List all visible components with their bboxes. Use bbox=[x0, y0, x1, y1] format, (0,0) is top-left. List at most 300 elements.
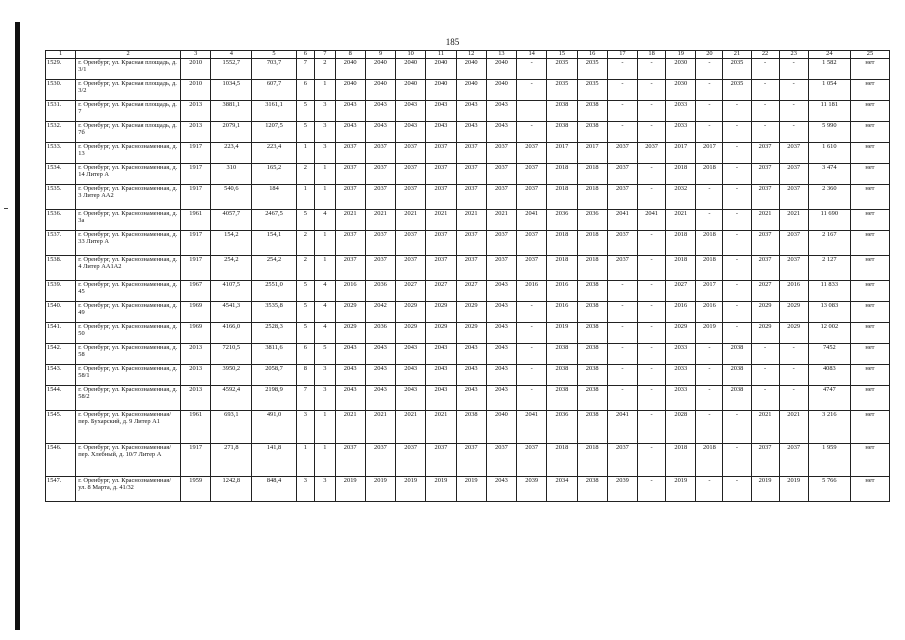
table-cell: 2037 bbox=[517, 256, 547, 281]
table-cell: 2037 bbox=[365, 256, 395, 281]
table-cell: - bbox=[751, 59, 779, 80]
table-cell: 2043 bbox=[426, 101, 456, 122]
table-cell: 2019 bbox=[696, 323, 723, 344]
table-cell: 2033 bbox=[666, 122, 696, 143]
table-cell: - bbox=[638, 411, 666, 444]
table-cell: 2037 bbox=[396, 143, 426, 164]
column-header: 25 bbox=[850, 51, 889, 59]
table-cell: 223,4 bbox=[211, 143, 252, 164]
table-cell: - bbox=[638, 302, 666, 323]
address-cell: г. Оренбург, ул. Краснознаменная, д. 4 Литер АА1А2 bbox=[76, 256, 181, 281]
table-cell: 2019 bbox=[396, 477, 426, 502]
table-cell: 2038 bbox=[547, 101, 577, 122]
table-cell: 2037 bbox=[456, 164, 486, 185]
table-cell: 2021 bbox=[779, 411, 808, 444]
table-cell: 1 054 bbox=[808, 80, 850, 101]
table-cell: 2040 bbox=[396, 59, 426, 80]
table-cell: 2029 bbox=[751, 323, 779, 344]
table-cell: - bbox=[723, 281, 751, 302]
table-cell: 3 bbox=[296, 477, 314, 502]
table-cell: - bbox=[607, 281, 637, 302]
table-cell: 607,7 bbox=[252, 80, 296, 101]
table-cell: 2016 bbox=[779, 281, 808, 302]
table-cell: 1207,5 bbox=[252, 122, 296, 143]
table-cell: 2 167 bbox=[808, 231, 850, 256]
table-cell: 2043 bbox=[365, 344, 395, 365]
table-cell: 2021 bbox=[486, 210, 516, 231]
table-cell: 5 bbox=[296, 302, 314, 323]
table-cell: 2043 bbox=[396, 122, 426, 143]
table-cell: нет bbox=[850, 164, 889, 185]
table-cell: 2041 bbox=[607, 411, 637, 444]
table-cell: 2019 bbox=[335, 477, 365, 502]
table-cell: нет bbox=[850, 231, 889, 256]
table-cell: 2043 bbox=[335, 386, 365, 411]
table-cell: 2016 bbox=[335, 281, 365, 302]
table-cell: нет bbox=[850, 281, 889, 302]
table-cell: нет bbox=[850, 122, 889, 143]
table-cell: 2043 bbox=[486, 323, 516, 344]
address-cell: г. Оренбург, ул. Краснознаменная, д. 58/1 bbox=[76, 365, 181, 386]
table-cell: 2037 bbox=[607, 143, 637, 164]
table-cell: 2018 bbox=[577, 444, 607, 477]
table-cell: 2037 bbox=[751, 164, 779, 185]
table-cell: - bbox=[696, 59, 723, 80]
table-row bbox=[46, 323, 890, 344]
table-cell: 2010 bbox=[181, 80, 211, 101]
table-cell: - bbox=[779, 344, 808, 365]
table-cell: - bbox=[779, 386, 808, 411]
column-header: 23 bbox=[779, 51, 808, 59]
table-cell: 2 bbox=[296, 231, 314, 256]
table-cell: 2037 bbox=[456, 444, 486, 477]
table-cell: 1959 bbox=[181, 477, 211, 502]
table-cell: - bbox=[638, 101, 666, 122]
table-cell: 2038 bbox=[577, 101, 607, 122]
table-cell: 1242,8 bbox=[211, 477, 252, 502]
table-cell: 2037 bbox=[638, 143, 666, 164]
table-cell: 1 bbox=[315, 185, 336, 210]
table-cell: 2037 bbox=[456, 231, 486, 256]
table-cell: 3 bbox=[315, 143, 336, 164]
table-row bbox=[46, 256, 890, 281]
table-cell: 2013 bbox=[181, 344, 211, 365]
table-cell: 2021 bbox=[396, 210, 426, 231]
address-cell: г. Оренбург, ул. Краснознаменная, д. 33 Литер А bbox=[76, 231, 181, 256]
table-cell: 4083 bbox=[808, 365, 850, 386]
table-cell: 1917 bbox=[181, 444, 211, 477]
table-cell: 2027 bbox=[396, 281, 426, 302]
table-cell: 2043 bbox=[426, 365, 456, 386]
table-cell: 2037 bbox=[607, 164, 637, 185]
table-cell: 2038 bbox=[577, 344, 607, 365]
table-cell: 2043 bbox=[335, 122, 365, 143]
column-header: 7 bbox=[315, 51, 336, 59]
table-cell: 2041 bbox=[638, 210, 666, 231]
table-cell: 2042 bbox=[365, 302, 395, 323]
table-cell: 154,2 bbox=[211, 231, 252, 256]
table-cell: 2040 bbox=[456, 59, 486, 80]
table-cell: - bbox=[638, 122, 666, 143]
table-cell: 2037 bbox=[779, 143, 808, 164]
table-cell: - bbox=[638, 281, 666, 302]
table-cell: нет bbox=[850, 344, 889, 365]
table-cell: - bbox=[517, 122, 547, 143]
address-cell: г. Оренбург, ул. Красная площадь, д. 3/1 bbox=[76, 59, 181, 80]
table-cell: - bbox=[696, 101, 723, 122]
table-cell: - bbox=[723, 185, 751, 210]
table-cell: 1 bbox=[296, 185, 314, 210]
address-cell: г. Оренбург, ул. Краснознаменная, д. 58/2 bbox=[76, 386, 181, 411]
table-cell: 2029 bbox=[396, 323, 426, 344]
table-cell: 2033 bbox=[666, 101, 696, 122]
column-header: 12 bbox=[456, 51, 486, 59]
table-cell: 271,8 bbox=[211, 444, 252, 477]
table-cell: 2037 bbox=[396, 185, 426, 210]
table-cell: 310 bbox=[211, 164, 252, 185]
column-header: 4 bbox=[211, 51, 252, 59]
table-cell: 2010 bbox=[181, 59, 211, 80]
table-cell: 2035 bbox=[547, 59, 577, 80]
table-cell: - bbox=[517, 302, 547, 323]
table-cell: 2018 bbox=[547, 444, 577, 477]
table-cell: - bbox=[638, 386, 666, 411]
table-cell: - bbox=[638, 185, 666, 210]
table-cell: 2033 bbox=[666, 344, 696, 365]
table-cell: 2018 bbox=[577, 256, 607, 281]
table-cell: 1 bbox=[315, 164, 336, 185]
row-number-cell: 1534. bbox=[46, 164, 76, 185]
table-cell: 2040 bbox=[335, 80, 365, 101]
table-cell: 2028 bbox=[666, 411, 696, 444]
table-cell: 2027 bbox=[456, 281, 486, 302]
address-cell: г. Оренбург, ул. Краснознаменная, д. 49 bbox=[76, 302, 181, 323]
row-number-cell: 1537. bbox=[46, 231, 76, 256]
table-row bbox=[46, 444, 890, 477]
table-cell: 184 bbox=[252, 185, 296, 210]
table-cell: 2019 bbox=[365, 477, 395, 502]
table-cell: - bbox=[638, 164, 666, 185]
row-number-cell: 1532. bbox=[46, 122, 76, 143]
table-cell: - bbox=[607, 80, 637, 101]
table-cell: 2551,0 bbox=[252, 281, 296, 302]
column-header: 18 bbox=[638, 51, 666, 59]
table-cell: 2037 bbox=[751, 444, 779, 477]
address-cell: г. Оренбург, ул. Краснознаменная, д. 13 bbox=[76, 143, 181, 164]
table-cell: 2019 bbox=[426, 477, 456, 502]
table-cell: 4 bbox=[315, 302, 336, 323]
table-cell: - bbox=[751, 386, 779, 411]
table-cell: - bbox=[723, 256, 751, 281]
table-row bbox=[46, 59, 890, 80]
table-cell: нет bbox=[850, 323, 889, 344]
table-row bbox=[46, 231, 890, 256]
address-cell: г. Оренбург, ул. Краснознаменная, д. 50 bbox=[76, 323, 181, 344]
table-cell: 13 083 bbox=[808, 302, 850, 323]
table-cell: - bbox=[696, 477, 723, 502]
column-header: 8 bbox=[335, 51, 365, 59]
table-cell: 2 bbox=[315, 59, 336, 80]
table-cell: 2018 bbox=[577, 231, 607, 256]
table-cell: - bbox=[723, 323, 751, 344]
table-cell: 2037 bbox=[517, 231, 547, 256]
table-cell: 2029 bbox=[335, 302, 365, 323]
table-cell: 2037 bbox=[456, 143, 486, 164]
table-cell: - bbox=[517, 344, 547, 365]
table-cell: нет bbox=[850, 256, 889, 281]
table-cell: 2037 bbox=[517, 185, 547, 210]
table-cell: - bbox=[638, 444, 666, 477]
table-cell: - bbox=[517, 80, 547, 101]
table-cell: 2019 bbox=[751, 477, 779, 502]
table-cell: 4747 bbox=[808, 386, 850, 411]
table-cell: 2040 bbox=[335, 59, 365, 80]
scan-mark bbox=[4, 208, 8, 209]
table-cell: нет bbox=[850, 185, 889, 210]
table-cell: 1 bbox=[296, 143, 314, 164]
table-cell: 2037 bbox=[751, 256, 779, 281]
row-number-cell: 1533. bbox=[46, 143, 76, 164]
table-cell: 1917 bbox=[181, 231, 211, 256]
table-cell: 2043 bbox=[486, 281, 516, 302]
table-cell: 2037 bbox=[607, 231, 637, 256]
table-cell: 154,1 bbox=[252, 231, 296, 256]
table-cell: 2043 bbox=[396, 386, 426, 411]
address-cell: г. Оренбург, ул. Краснознаменная/ пер. Бухарский, д. 9 Литер А1 bbox=[76, 411, 181, 444]
table-cell: - bbox=[779, 59, 808, 80]
table-cell: 1 bbox=[315, 80, 336, 101]
table-cell: 2038 bbox=[577, 302, 607, 323]
table-cell: 3535,8 bbox=[252, 302, 296, 323]
row-number-cell: 1535. bbox=[46, 185, 76, 210]
table-row bbox=[46, 365, 890, 386]
table-cell: 141,8 bbox=[252, 444, 296, 477]
table-cell: 2037 bbox=[779, 164, 808, 185]
column-header: 10 bbox=[396, 51, 426, 59]
table-cell: 2043 bbox=[486, 101, 516, 122]
table-cell: 2037 bbox=[396, 444, 426, 477]
table-cell: 2018 bbox=[696, 444, 723, 477]
table-row bbox=[46, 80, 890, 101]
table-cell: 2038 bbox=[577, 122, 607, 143]
table-cell: - bbox=[723, 101, 751, 122]
table-cell: 2018 bbox=[577, 185, 607, 210]
table-cell: 2043 bbox=[365, 122, 395, 143]
column-header: 2 bbox=[76, 51, 181, 59]
table-cell: - bbox=[723, 210, 751, 231]
table-cell: 3 216 bbox=[808, 411, 850, 444]
table-cell: 2021 bbox=[335, 210, 365, 231]
table-cell: - bbox=[607, 302, 637, 323]
table-cell: 2043 bbox=[486, 365, 516, 386]
table-cell: 5 990 bbox=[808, 122, 850, 143]
table-cell: 1 959 bbox=[808, 444, 850, 477]
table-cell: - bbox=[779, 122, 808, 143]
table-cell: 3 474 bbox=[808, 164, 850, 185]
column-header: 5 bbox=[252, 51, 296, 59]
table-cell: 2038 bbox=[547, 365, 577, 386]
table-cell: 2043 bbox=[486, 477, 516, 502]
table-cell: 2016 bbox=[517, 281, 547, 302]
table-cell: - bbox=[696, 122, 723, 143]
table-cell: - bbox=[607, 323, 637, 344]
table-row bbox=[46, 185, 890, 210]
table-cell: 5 bbox=[296, 122, 314, 143]
table-cell: 2079,1 bbox=[211, 122, 252, 143]
column-header: 21 bbox=[723, 51, 751, 59]
table-cell: 2013 bbox=[181, 365, 211, 386]
row-number-cell: 1540. bbox=[46, 302, 76, 323]
table-cell: 2043 bbox=[486, 302, 516, 323]
row-number-cell: 1531. bbox=[46, 101, 76, 122]
table-cell: 2029 bbox=[666, 323, 696, 344]
table-cell: 2037 bbox=[751, 143, 779, 164]
table-cell: 3 bbox=[315, 365, 336, 386]
table-cell: 2040 bbox=[486, 411, 516, 444]
table-cell: 2528,3 bbox=[252, 323, 296, 344]
table-cell: 2043 bbox=[396, 365, 426, 386]
table-cell: 2040 bbox=[456, 80, 486, 101]
table-cell: 2029 bbox=[751, 302, 779, 323]
table-cell: - bbox=[723, 302, 751, 323]
table-cell: 2037 bbox=[365, 185, 395, 210]
table-cell: - bbox=[751, 122, 779, 143]
table-row bbox=[46, 164, 890, 185]
table-cell: 2037 bbox=[396, 164, 426, 185]
table-cell: 2037 bbox=[426, 143, 456, 164]
table-cell: - bbox=[751, 101, 779, 122]
table-cell: 2037 bbox=[426, 256, 456, 281]
column-header: 6 bbox=[296, 51, 314, 59]
table-cell: 2018 bbox=[547, 231, 577, 256]
table-cell: 2021 bbox=[335, 411, 365, 444]
table-cell: 2038 bbox=[723, 386, 751, 411]
table-cell: - bbox=[696, 344, 723, 365]
table-cell: - bbox=[696, 386, 723, 411]
table-cell: 2018 bbox=[666, 444, 696, 477]
table-cell: 2037 bbox=[365, 231, 395, 256]
table-row bbox=[46, 386, 890, 411]
table-cell: 11 181 bbox=[808, 101, 850, 122]
table-cell: 2043 bbox=[335, 344, 365, 365]
column-header: 19 bbox=[666, 51, 696, 59]
table-cell: 2043 bbox=[426, 344, 456, 365]
table-cell: - bbox=[517, 59, 547, 80]
table-cell: - bbox=[723, 444, 751, 477]
table-cell: 2037 bbox=[396, 231, 426, 256]
table-cell: 4 bbox=[315, 210, 336, 231]
table-row bbox=[46, 302, 890, 323]
table-cell: 2021 bbox=[396, 411, 426, 444]
table-cell: 693,1 bbox=[211, 411, 252, 444]
table-cell: 4166,0 bbox=[211, 323, 252, 344]
table-cell: - bbox=[638, 256, 666, 281]
column-header: 13 bbox=[486, 51, 516, 59]
table-cell: 1961 bbox=[181, 411, 211, 444]
table-cell: 3161,1 bbox=[252, 101, 296, 122]
table-cell: 1917 bbox=[181, 185, 211, 210]
address-cell: г. Оренбург, ул. Краснознаменная, д. 58 bbox=[76, 344, 181, 365]
table-cell: 2018 bbox=[696, 231, 723, 256]
table-cell: 3 bbox=[296, 411, 314, 444]
column-number-row bbox=[46, 51, 890, 59]
table-cell: 7210,5 bbox=[211, 344, 252, 365]
table-cell: 2021 bbox=[779, 210, 808, 231]
table-cell: 3811,6 bbox=[252, 344, 296, 365]
table-cell: 2018 bbox=[547, 164, 577, 185]
table-cell: 2037 bbox=[365, 143, 395, 164]
table-cell: 848,4 bbox=[252, 477, 296, 502]
table-cell: 2030 bbox=[666, 59, 696, 80]
table-cell: - bbox=[638, 365, 666, 386]
table-cell: 2032 bbox=[666, 185, 696, 210]
row-number-cell: 1541. bbox=[46, 323, 76, 344]
table-cell: 4107,5 bbox=[211, 281, 252, 302]
table-cell: 2467,5 bbox=[252, 210, 296, 231]
table-cell: 5 bbox=[296, 101, 314, 122]
table-cell: 2043 bbox=[365, 386, 395, 411]
table-cell: 2018 bbox=[666, 256, 696, 281]
table-cell: нет bbox=[850, 80, 889, 101]
column-header: 3 bbox=[181, 51, 211, 59]
table-cell: 254,2 bbox=[211, 256, 252, 281]
table-cell: 2013 bbox=[181, 386, 211, 411]
table-cell: 2037 bbox=[751, 185, 779, 210]
table-cell: 2037 bbox=[607, 185, 637, 210]
column-header: 11 bbox=[426, 51, 456, 59]
table-cell: 2037 bbox=[517, 444, 547, 477]
table-cell: 1 bbox=[315, 444, 336, 477]
table-cell: 2021 bbox=[426, 210, 456, 231]
table-cell: 2 bbox=[296, 164, 314, 185]
table-cell: нет bbox=[850, 444, 889, 477]
table-cell: 2035 bbox=[723, 59, 751, 80]
row-number-cell: 1547. bbox=[46, 477, 76, 502]
row-number-cell: 1529. bbox=[46, 59, 76, 80]
table-cell: 2016 bbox=[547, 281, 577, 302]
table-cell: нет bbox=[850, 411, 889, 444]
housing-register-table bbox=[45, 50, 890, 502]
table-cell: 1 bbox=[296, 444, 314, 477]
table-cell: 3881,1 bbox=[211, 101, 252, 122]
table-cell: 2027 bbox=[426, 281, 456, 302]
table-cell: 12 002 bbox=[808, 323, 850, 344]
table-cell: 2021 bbox=[666, 210, 696, 231]
column-header: 1 bbox=[46, 51, 76, 59]
table-cell: 2029 bbox=[426, 323, 456, 344]
table-cell: - bbox=[723, 231, 751, 256]
table-cell: 1034,5 bbox=[211, 80, 252, 101]
table-cell: 2037 bbox=[335, 185, 365, 210]
table-cell: 1917 bbox=[181, 143, 211, 164]
table-row bbox=[46, 344, 890, 365]
table-cell: нет bbox=[850, 365, 889, 386]
table-row bbox=[46, 477, 890, 502]
table-cell: 2037 bbox=[486, 143, 516, 164]
table-cell: 2035 bbox=[723, 80, 751, 101]
table-cell: - bbox=[696, 185, 723, 210]
table-cell: 2043 bbox=[365, 365, 395, 386]
row-number-cell: 1545. bbox=[46, 411, 76, 444]
table-cell: 2021 bbox=[426, 411, 456, 444]
address-cell: г. Оренбург, ул. Красная площадь, д. 7 bbox=[76, 101, 181, 122]
table-row bbox=[46, 122, 890, 143]
table-cell: - bbox=[751, 344, 779, 365]
table-cell: 2017 bbox=[696, 281, 723, 302]
table-cell: 2018 bbox=[577, 164, 607, 185]
table-cell: 2037 bbox=[486, 256, 516, 281]
table-cell: - bbox=[723, 122, 751, 143]
